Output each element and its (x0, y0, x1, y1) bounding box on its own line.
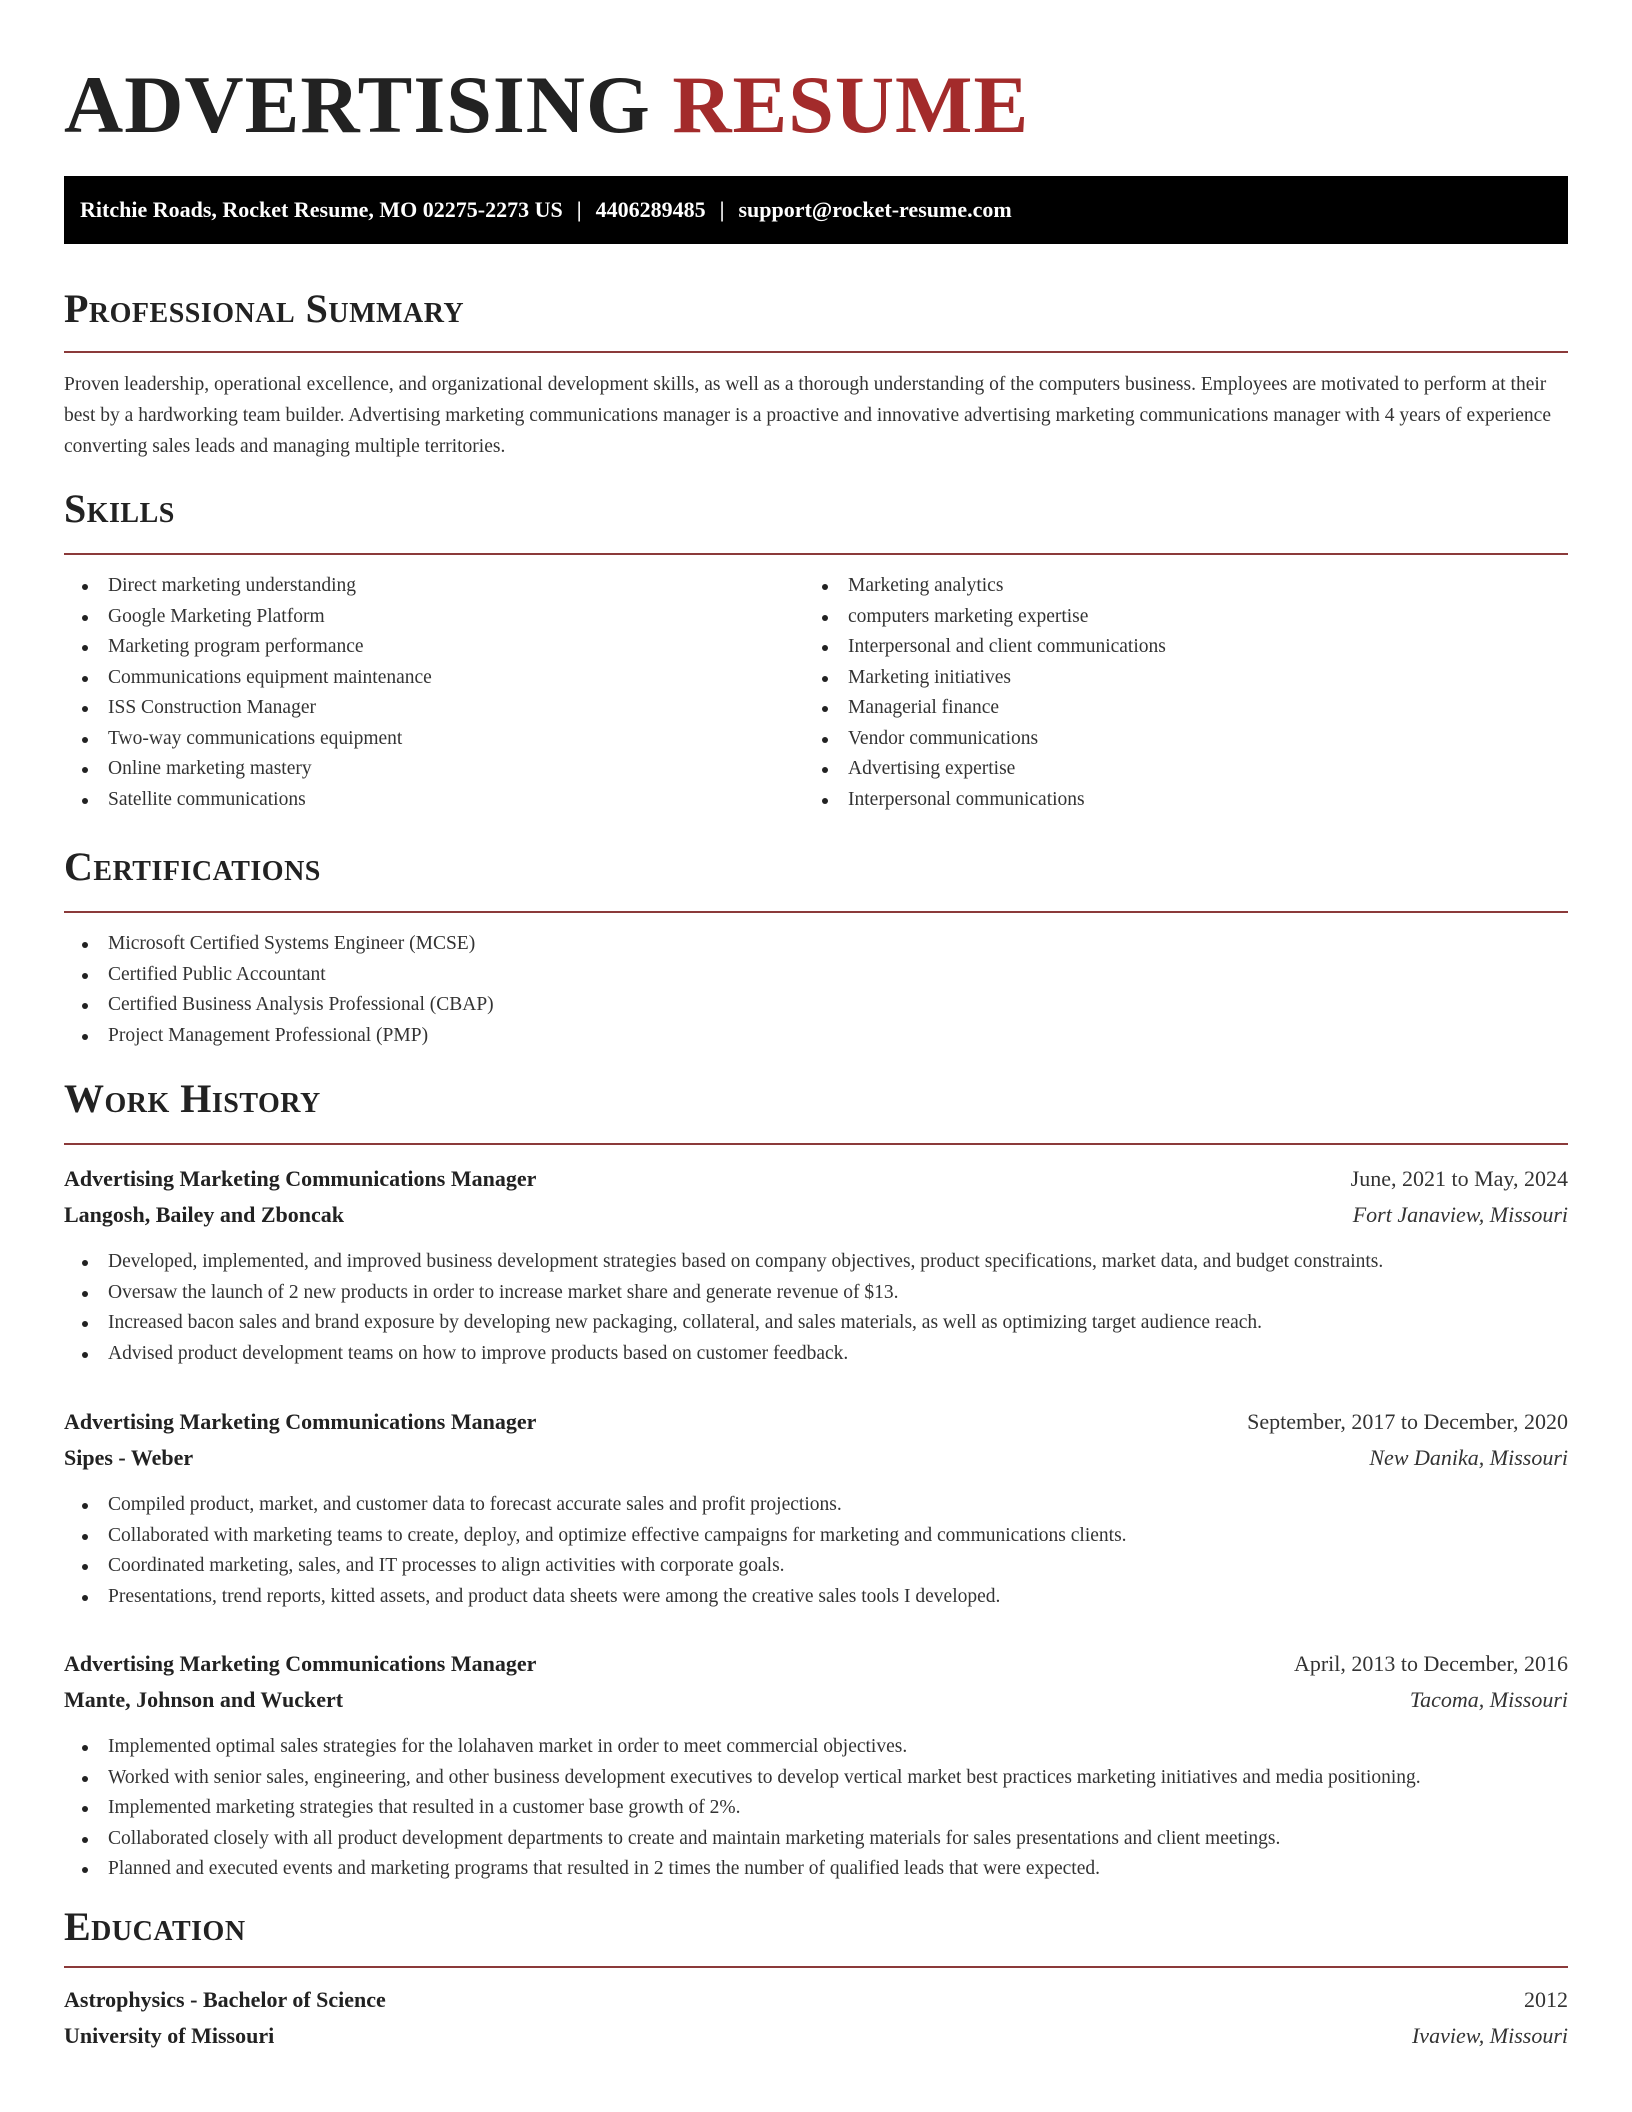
certification-item: Microsoft Certified Systems Engineer (MCSE) (64, 929, 1568, 960)
job-subheader (64, 1682, 1568, 1718)
job-bullets (64, 1490, 1568, 1612)
education-entry (64, 1982, 1568, 2054)
job-dates: September, 2017 to December, 2020 (1247, 1409, 1568, 1434)
job-bullet: Oversaw the launch of 2 new products in order to increase market share and generate revenue of $13. (64, 1278, 1568, 1309)
job-company: Mante, Johnson and Wuckert (64, 1687, 344, 1712)
contact-separator: | (719, 197, 725, 222)
skills-heading: Skills (64, 486, 175, 531)
certifications-section (64, 844, 1568, 890)
skill-item: ISS Construction Manager (64, 693, 804, 724)
job-bullets (64, 1732, 1568, 1885)
job-bullet: Presentations, trend reports, kitted assets, and product data sheets were among the creative sales tools I developed. (64, 1582, 1568, 1613)
job-bullet: Developed, implemented, and improved business development strategies based on company objectives, product specifications, market data, and budget constraints. (64, 1247, 1568, 1278)
job-subheader (64, 1440, 1568, 1476)
certifications-heading: Certifications (64, 844, 321, 889)
job-bullet: Collaborated with marketing teams to create, deploy, and optimize effective campaigns for marketing and communications clients. (64, 1521, 1568, 1552)
summary-text: Proven leadership, operational excellence, and organizational development skills, as well as a thorough understanding of the computers business. Employees are motivated to perform at their best by a hardworking team builder. Advertising marketing communications manager is a proactive and innovative advertising marketing communications manager with 4 years of experience converting sales leads and managing multiple territories. (64, 374, 1551, 457)
skill-item: Two-way communications equipment (64, 724, 804, 755)
skill-item: Communications equipment maintenance (64, 663, 804, 694)
job-title: Advertising Marketing Communications Manager (64, 1166, 537, 1191)
skill-item: Interpersonal communications (804, 785, 1544, 816)
job-title: Advertising Marketing Communications Manager (64, 1651, 537, 1676)
contact-bar (64, 176, 1568, 244)
job-header (64, 1161, 1568, 1197)
skills-list-left (64, 571, 804, 815)
certification-item: Project Management Professional (PMP) (64, 1021, 1568, 1052)
job-location: Tacoma, Missouri (1409, 1687, 1568, 1712)
job-header (64, 1646, 1568, 1682)
job-bullets (64, 1247, 1568, 1369)
skill-item: Marketing initiatives (804, 663, 1544, 694)
job-bullet: Implemented marketing strategies that resulted in a customer base growth of 2%. (64, 1793, 1568, 1824)
education-school: University of Missouri (64, 2023, 275, 2048)
job-header (64, 1404, 1568, 1440)
skills-section (64, 486, 1568, 532)
section-divider (64, 553, 1568, 555)
skill-item: computers marketing expertise (804, 602, 1544, 633)
job-bullet: Collaborated closely with all product development departments to create and maintain marketing materials for sales presentations and client meetings. (64, 1824, 1568, 1855)
skill-item: Google Marketing Platform (64, 602, 804, 633)
section-divider (64, 1143, 1568, 1145)
job-bullet: Implemented optimal sales strategies for the lolahaven market in order to meet commercial objectives. (64, 1732, 1568, 1763)
skill-item: Interpersonal and client communications (804, 632, 1544, 663)
education-section (64, 1904, 1568, 1950)
job-dates: April, 2013 to December, 2016 (1293, 1651, 1568, 1676)
job-company: Langosh, Bailey and Zboncak (64, 1202, 344, 1227)
skill-item: Vendor communications (804, 724, 1544, 755)
education-location: Ivaview, Missouri (1411, 2023, 1568, 2048)
title-accent: RESUME (672, 59, 1030, 150)
resume-title (64, 58, 1029, 152)
certification-item: Certified Business Analysis Professional (CBAP) (64, 990, 1568, 1021)
job-bullet: Compiled product, market, and customer data to forecast accurate sales and profit projections. (64, 1490, 1568, 1521)
skill-item: Managerial finance (804, 693, 1544, 724)
contact-address: Ritchie Roads, Rocket Resume, MO 02275-2273 US (80, 197, 563, 222)
education-header (64, 1982, 1568, 2018)
section-divider (64, 911, 1568, 913)
education-degree: Astrophysics - Bachelor of Science (64, 1987, 386, 2012)
skill-item: Advertising expertise (804, 754, 1544, 785)
work-history-heading: Work History (64, 1076, 321, 1121)
job-company: Sipes - Weber (64, 1445, 194, 1470)
job-location: New Danika, Missouri (1369, 1445, 1568, 1470)
contact-email: support@rocket-resume.com (738, 197, 1012, 222)
work-history-section (64, 1076, 1568, 1122)
job-bullet: Advised product development teams on how to improve products based on customer feedback. (64, 1339, 1568, 1370)
certification-item: Certified Public Accountant (64, 960, 1568, 991)
summary-heading: Professional Summary (64, 286, 465, 331)
skill-item: Direct marketing understanding (64, 571, 804, 602)
certifications-list (64, 929, 1568, 1051)
skills-list-right (804, 571, 1544, 815)
job-entry (64, 1646, 1568, 1885)
job-entry (64, 1404, 1568, 1612)
skill-item: Satellite communications (64, 785, 804, 816)
job-bullet: Coordinated marketing, sales, and IT processes to align activities with corporate goals. (64, 1551, 1568, 1582)
skill-item: Marketing analytics (804, 571, 1544, 602)
contact-separator: | (576, 197, 582, 222)
section-divider (64, 1966, 1568, 1968)
summary-section (64, 286, 1568, 332)
job-subheader (64, 1197, 1568, 1233)
job-bullet: Planned and executed events and marketing programs that resulted in 2 times the number of qualified leads that were expected. (64, 1854, 1568, 1885)
skill-item: Marketing program performance (64, 632, 804, 663)
job-dates: June, 2021 to May, 2024 (1350, 1166, 1568, 1191)
job-bullet: Worked with senior sales, engineering, and other business development executives to develop vertical market best practices marketing initiatives and media positioning. (64, 1763, 1568, 1794)
skills-grid (64, 571, 1568, 815)
education-subheader (64, 2018, 1568, 2054)
section-divider (64, 351, 1568, 353)
title-main: ADVERTISING (64, 59, 651, 150)
job-title: Advertising Marketing Communications Manager (64, 1409, 537, 1434)
contact-phone: 4406289485 (595, 197, 706, 222)
education-year: 2012 (1524, 1987, 1568, 2012)
education-heading: Education (64, 1904, 246, 1949)
job-entry (64, 1161, 1568, 1369)
job-location: Fort Janaview, Missouri (1352, 1202, 1568, 1227)
skill-item: Online marketing mastery (64, 754, 804, 785)
job-bullet: Increased bacon sales and brand exposure by developing new packaging, collateral, and sales materials, as well as optimizing target audience reach. (64, 1308, 1568, 1339)
